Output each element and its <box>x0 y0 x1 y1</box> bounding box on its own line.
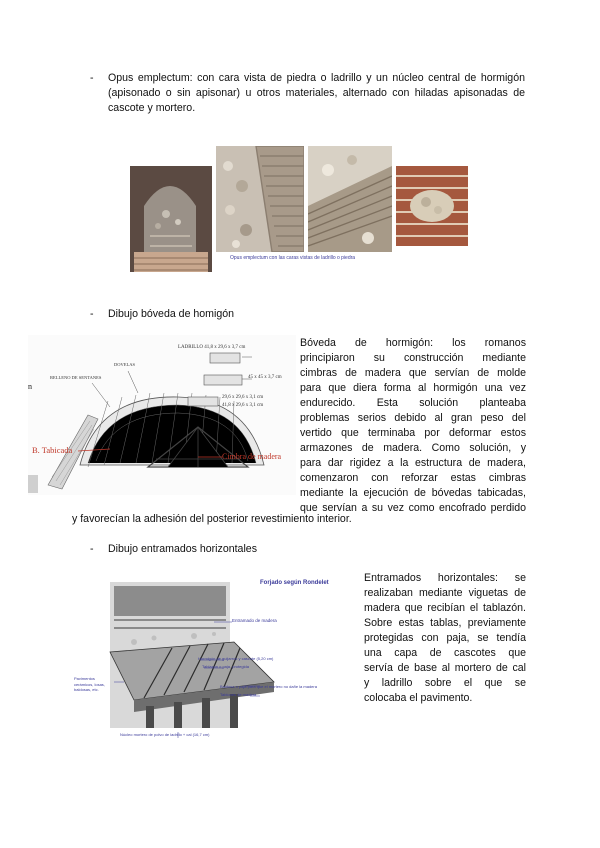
boveda-line-last: y favorecían la adhesión del posterior revestimiento interior. <box>72 513 352 525</box>
boveda-paragraph <box>300 336 526 516</box>
label-entramado-madera: Entramado de madera <box>232 618 277 623</box>
opus-paragraph <box>108 71 525 116</box>
boveda-line-6: problemas serios debido al gran peso del <box>300 412 526 424</box>
label-b-tabicada: B. Tabicada <box>32 445 73 455</box>
entramados-line-1: Entramados horizontales: se <box>364 572 526 584</box>
entramados-figure <box>74 572 354 742</box>
boveda-line-4: para que diera forma al hormigón una vez <box>300 382 526 394</box>
opus-line-2: (apisonado o sin apisonar) u otros materiales, alternado con hiladas apisonadas de <box>108 87 525 99</box>
label-cimbra-madera: Cimbra de madera <box>222 452 282 461</box>
label-tablones: Tablones de madera <box>220 692 257 697</box>
entramados-line-2: realizaban mediante viguetas de <box>364 587 526 599</box>
boveda-line-10: comenzaron con reforzar estas cimbras <box>300 472 526 484</box>
boveda-line-1: Bóveda de hormigón: los romanos <box>300 337 526 349</box>
boveda-line-9: para dar rigidez a la estructura de madera, <box>300 457 526 469</box>
label-dovelas: DOVELAS <box>114 362 135 367</box>
entramados-heading: Dibujo entramados horizontales <box>108 543 257 555</box>
label-hormigon: Hormigón de guijarros y cascote (5,20 cm) <box>198 656 274 661</box>
opus-line-1: Opus emplectum: con cara vista de piedra o ladrillo y un núcleo central de hormigón <box>108 72 525 84</box>
label-ladrillo-3: 29,6 x 29,6 x 3,1 cm <box>222 395 264 400</box>
boveda-line-8: armazones de madera. Como solución, y <box>300 442 526 454</box>
opus-line-3: cascote y mortero. <box>108 102 196 114</box>
label-ladrillo-2: 45 x 45 x 3,7 cm <box>248 375 282 380</box>
boveda-figure <box>28 335 296 495</box>
entramados-line-9: colocaba el pavimento. <box>364 692 473 704</box>
boveda-left-mark: n <box>28 382 32 391</box>
forjado-title: Forjado según Rondelet <box>260 580 329 586</box>
opus-photo-caption: Opus emplectum con las caras vistas de ladrillo o piedra <box>230 255 356 261</box>
entramados-line-8: y ladrillo sobre el que se <box>364 677 526 689</box>
label-ladrillo-4: 41,8 x 29,6 x 3,1 cm <box>222 403 264 408</box>
label-pavimentos: Pavimentos cerámicos, losas, baldosas, etc. <box>74 676 105 692</box>
boveda-heading: Dibujo bóveda de homigón <box>108 308 235 320</box>
entramados-line-4: Sobre estas tablas, previamente <box>364 617 526 629</box>
opus-photo-1 <box>130 166 212 272</box>
label-relleno: RELLENO DE SENTANES <box>50 375 102 380</box>
bullet-opus: - <box>90 72 94 84</box>
opus-photo-4 <box>396 166 468 246</box>
boveda-line-7: vertido que terminaba por deformar estos <box>300 427 526 439</box>
label-nucleo-mortero: Núcleo mortero de polvo de ladrillo + cal (16,7 cm) <box>120 732 210 737</box>
boveda-line-12: que servían a su vez como encofrado perdido <box>300 502 526 514</box>
entramados-line-7: servía de base al mortero de cal <box>364 662 526 674</box>
bullet-entramados: - <box>90 543 94 555</box>
entramados-line-3: madera que recibían el tablazón. <box>364 602 526 614</box>
label-tablazon: Tablazón o paja, protegida <box>202 664 249 669</box>
boveda-line-3: cimbras de madera que servían de molde <box>300 367 526 379</box>
opus-photo-2 <box>216 146 304 252</box>
entramados-line-6: una capa de cascotes que <box>364 647 526 659</box>
label-ladrillo-1: LADRILLO 41,8 x 29,6 x 3,7 cm <box>178 345 246 350</box>
boveda-line-11: mediante la ejecución de bóvedas tabicadas, <box>300 487 526 499</box>
boveda-line-5: endurecido. Esta solución planteaba <box>300 397 526 409</box>
label-baldosa-paja: Baldosa o paja para que el mortero no dañe la madera <box>220 684 317 689</box>
entramados-line-5: protegidas con paja, se tendía <box>364 632 526 644</box>
entramados-paragraph <box>364 571 526 706</box>
opus-photo-3 <box>308 146 392 252</box>
boveda-line-2: principiaron su construcción mediante <box>300 352 526 364</box>
bullet-boveda: - <box>90 308 94 320</box>
